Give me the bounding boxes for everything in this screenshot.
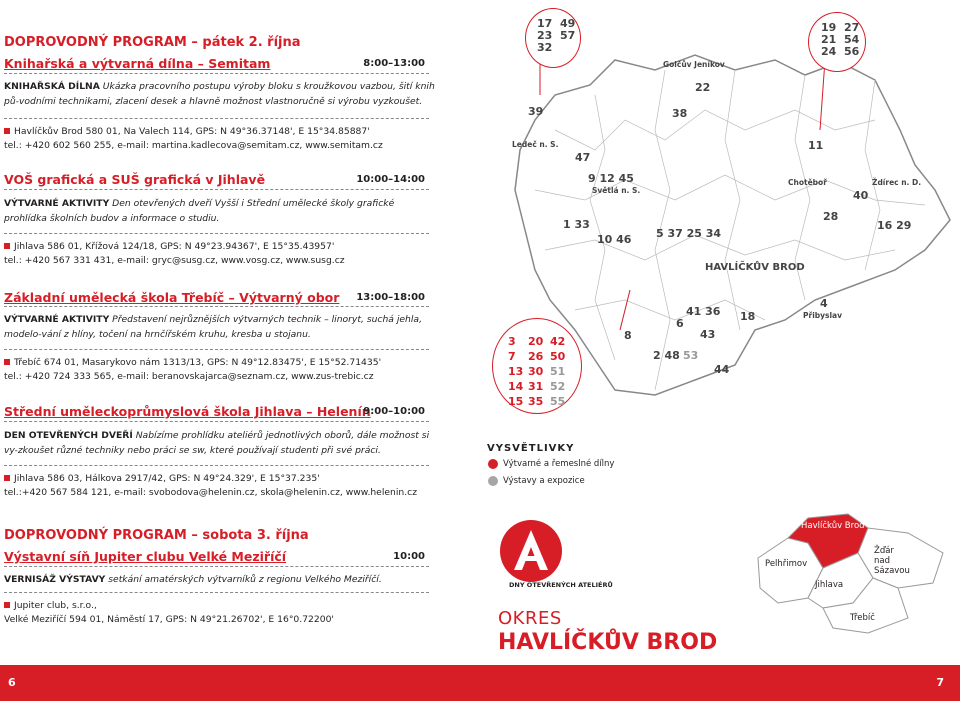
map-number: 22 <box>695 81 711 94</box>
mini-label-zdar: Žďár nad Sázavou <box>874 546 910 576</box>
place-pribyslav: Přibyslav <box>803 311 843 320</box>
map-number: 53 <box>683 349 699 362</box>
map-number: 11 <box>808 139 824 152</box>
program-title-friday: DOPROVODNÝ PROGRAM – pátek 2. října <box>4 35 301 50</box>
venue-semitam: Knihařská a výtvarná dílna – Semitam <box>4 56 271 71</box>
bullet-icon <box>4 128 10 134</box>
list-b: 20 26 30 31 35 <box>528 335 544 408</box>
divider <box>4 233 429 234</box>
page-number: 7 <box>936 676 944 689</box>
list-c: 42 50 51 52 55 <box>550 335 566 408</box>
divider <box>4 592 429 593</box>
map-number: 44 <box>714 363 730 376</box>
logo-text: DNY OTEVŘENÝCH ATELIÉRŮ <box>509 581 613 589</box>
divider <box>4 465 429 466</box>
divider <box>4 189 429 190</box>
map-number: 47 <box>575 151 591 164</box>
map-numbers-cluster-1: 17 49 23 57 32 <box>537 17 576 54</box>
gray-dot-icon <box>488 476 498 486</box>
address-semitam: Havlíčkův Brod 580 01, Na Valech 114, GPS: N 49°36.37148', E 15°34.85887' tel.: +420 602 560 255, e-mail: martina.kadlecova@semitam.cz, www.semitam.cz <box>4 126 383 151</box>
desc-semitam: KNIHAŘSKÁ DÍLNA Ukázka pracovního postupu výroby bloku s kroužkovou vazbou, šití knih pů-vodními technikami, zlacení desek a hlavně možnost vlastnoručně si výrobu vyzkoušet. <box>4 81 435 107</box>
program-title-saturday: DOPROVODNÝ PROGRAM – sobota 3. října <box>4 528 309 543</box>
map-number: 8 <box>624 329 632 342</box>
bullet-icon <box>4 359 10 365</box>
map-number: 16 29 <box>877 219 912 232</box>
list-a: 3 7 13 14 15 <box>508 335 524 408</box>
page-number: 6 <box>8 676 16 689</box>
address-zus-trebic: Třebíč 674 01, Masarykovo nám 1313/13, GPS: N 49°12.83475', E 15°52.71435' tel.: +420 724 333 565, e-mail: beranovskajarca@seznam.cz, www.zus-trebic.cz <box>4 357 382 382</box>
map-number: 6 <box>676 317 684 330</box>
divider <box>4 566 429 567</box>
time-zus-trebic: 13:00–18:00 <box>356 292 425 303</box>
bullet-icon <box>4 475 10 481</box>
map-number: 9 12 45 <box>588 172 634 185</box>
divider <box>4 306 429 307</box>
mini-label-pelhrimov: Pelhřimov <box>765 559 808 569</box>
divider <box>4 349 429 350</box>
map-number: 41 36 <box>686 305 721 318</box>
address-helenin: Jihlava 586 03, Hálkova 2917/42, GPS: N 49°24.329', E 15°37.235' tel.:+420 567 584 121, e-mail: svobodova@helenin.cz, skola@helenin.cz, www.helenin.cz <box>4 473 418 498</box>
time-semitam: 8:00–13:00 <box>363 58 425 69</box>
map-number: 4 <box>820 297 828 310</box>
legend-item-workshops: Výtvarné a řemeslné dílny <box>488 459 614 469</box>
place-zdirec: Ždírec n. D. <box>872 178 922 187</box>
atelier-logo-icon <box>500 520 562 582</box>
venue-helenin: Střední uměleckoprůmyslová škola Jihlava – Helenín <box>4 404 371 419</box>
map-number: 39 <box>528 105 544 118</box>
district-name: HAVLÍČKŮV BROD <box>498 630 718 655</box>
bullet-icon <box>4 243 10 249</box>
map-numbers-cluster-3 <box>508 334 570 409</box>
map-number: 5 37 25 34 <box>656 227 722 240</box>
divider <box>4 73 429 74</box>
address-vos-jihlava: Jihlava 586 01, Křížová 124/18, GPS: N 49°23.94367', E 15°35.43957' tel.: +420 567 331 431, e-mail: gryc@susg.cz, www.vosg.cz, www.susg.cz <box>4 241 345 266</box>
place-golcuv-jenikov: Golčův Jeníkov <box>663 60 725 69</box>
map-number: 38 <box>672 107 688 120</box>
place-havlickuv-brod: HAVLÍČKŮV BROD <box>705 262 805 273</box>
map-number: 40 <box>853 189 869 202</box>
place-svetla: Světlá n. S. <box>592 186 641 195</box>
logo-circle-icon <box>500 520 562 582</box>
venue-jupiter-club: Výstavní síň Jupiter clubu Velké Meziříčí <box>4 549 287 564</box>
mini-label-jihlava: Jihlava <box>815 580 844 590</box>
place-chotebor: Chotěboř <box>788 178 827 187</box>
venue-zus-trebic: Základní umělecká škola Třebíč – Výtvarný obor <box>4 290 340 305</box>
bullet-icon <box>4 602 10 608</box>
footer-bar-left <box>0 665 480 701</box>
place-ledec: Ledeč n. S. <box>512 140 559 149</box>
legend-item-exhibitions: Výstavy a expozice <box>488 476 585 486</box>
address-jupiter-club: Jupiter club, s.r.o., Velké Meziříčí 594 01, Náměstí 17, GPS: N 49°21.26702', E 16°0.72200' <box>4 600 334 625</box>
map-number: 10 46 <box>597 233 632 246</box>
time-vos-jihlava: 10:00–14:00 <box>356 174 425 185</box>
divider <box>4 118 429 119</box>
map-number: 43 <box>700 328 716 341</box>
red-dot-icon <box>488 459 498 469</box>
time-helenin: 9:00–10:00 <box>363 406 425 417</box>
okres-label: OKRES <box>498 608 562 629</box>
footer-bar-right <box>480 665 960 701</box>
time-jupiter-club: 10:00 <box>393 551 425 562</box>
legend-title: VYSVĚTLIVKY <box>487 443 575 454</box>
map-number: 18 <box>740 310 756 323</box>
venue-vos-jihlava: VOŠ grafická a SUŠ grafická v Jihlavě <box>4 172 266 187</box>
desc-vos-jihlava: VÝTVARNÉ AKTIVITY Den otevřených dveří Vyšší i Střední umělecké školy grafické prohlídka školních budov a informace o studiu. <box>4 198 395 224</box>
mini-label-havlickuv-brod: Havlíčkův Brod <box>801 521 865 531</box>
divider <box>4 421 429 422</box>
map-number: 1 33 <box>563 218 590 231</box>
mini-label-trebic: Třebíč <box>850 613 875 623</box>
map-numbers-cluster-2: 19 27 21 54 24 56 <box>821 21 860 58</box>
map-number: 2 48 <box>653 349 680 362</box>
map-number: 28 <box>823 210 839 223</box>
desc-jupiter-club: VERNISÁŽ VÝSTAVY setkání amatérských výtvarníků z regionu Velkého Meziříčí. <box>4 574 382 585</box>
desc-zus-trebic: VÝTVARNÉ AKTIVITY Představení nejrůznějších výtvarných technik – linoryt, suchá jehla, modelo-vání z hlíny, točení na hrnčířském kruhu, kresba u stojanu. <box>4 314 422 340</box>
desc-helenin: DEN OTEVŘENÝCH DVEŘÍ Nabízíme prohlídku ateliérů jednotlivých oborů, dále možnost si vy-zkoušet různé techniky nebo práci se sw, které používají studenti při své práci. <box>4 430 430 456</box>
